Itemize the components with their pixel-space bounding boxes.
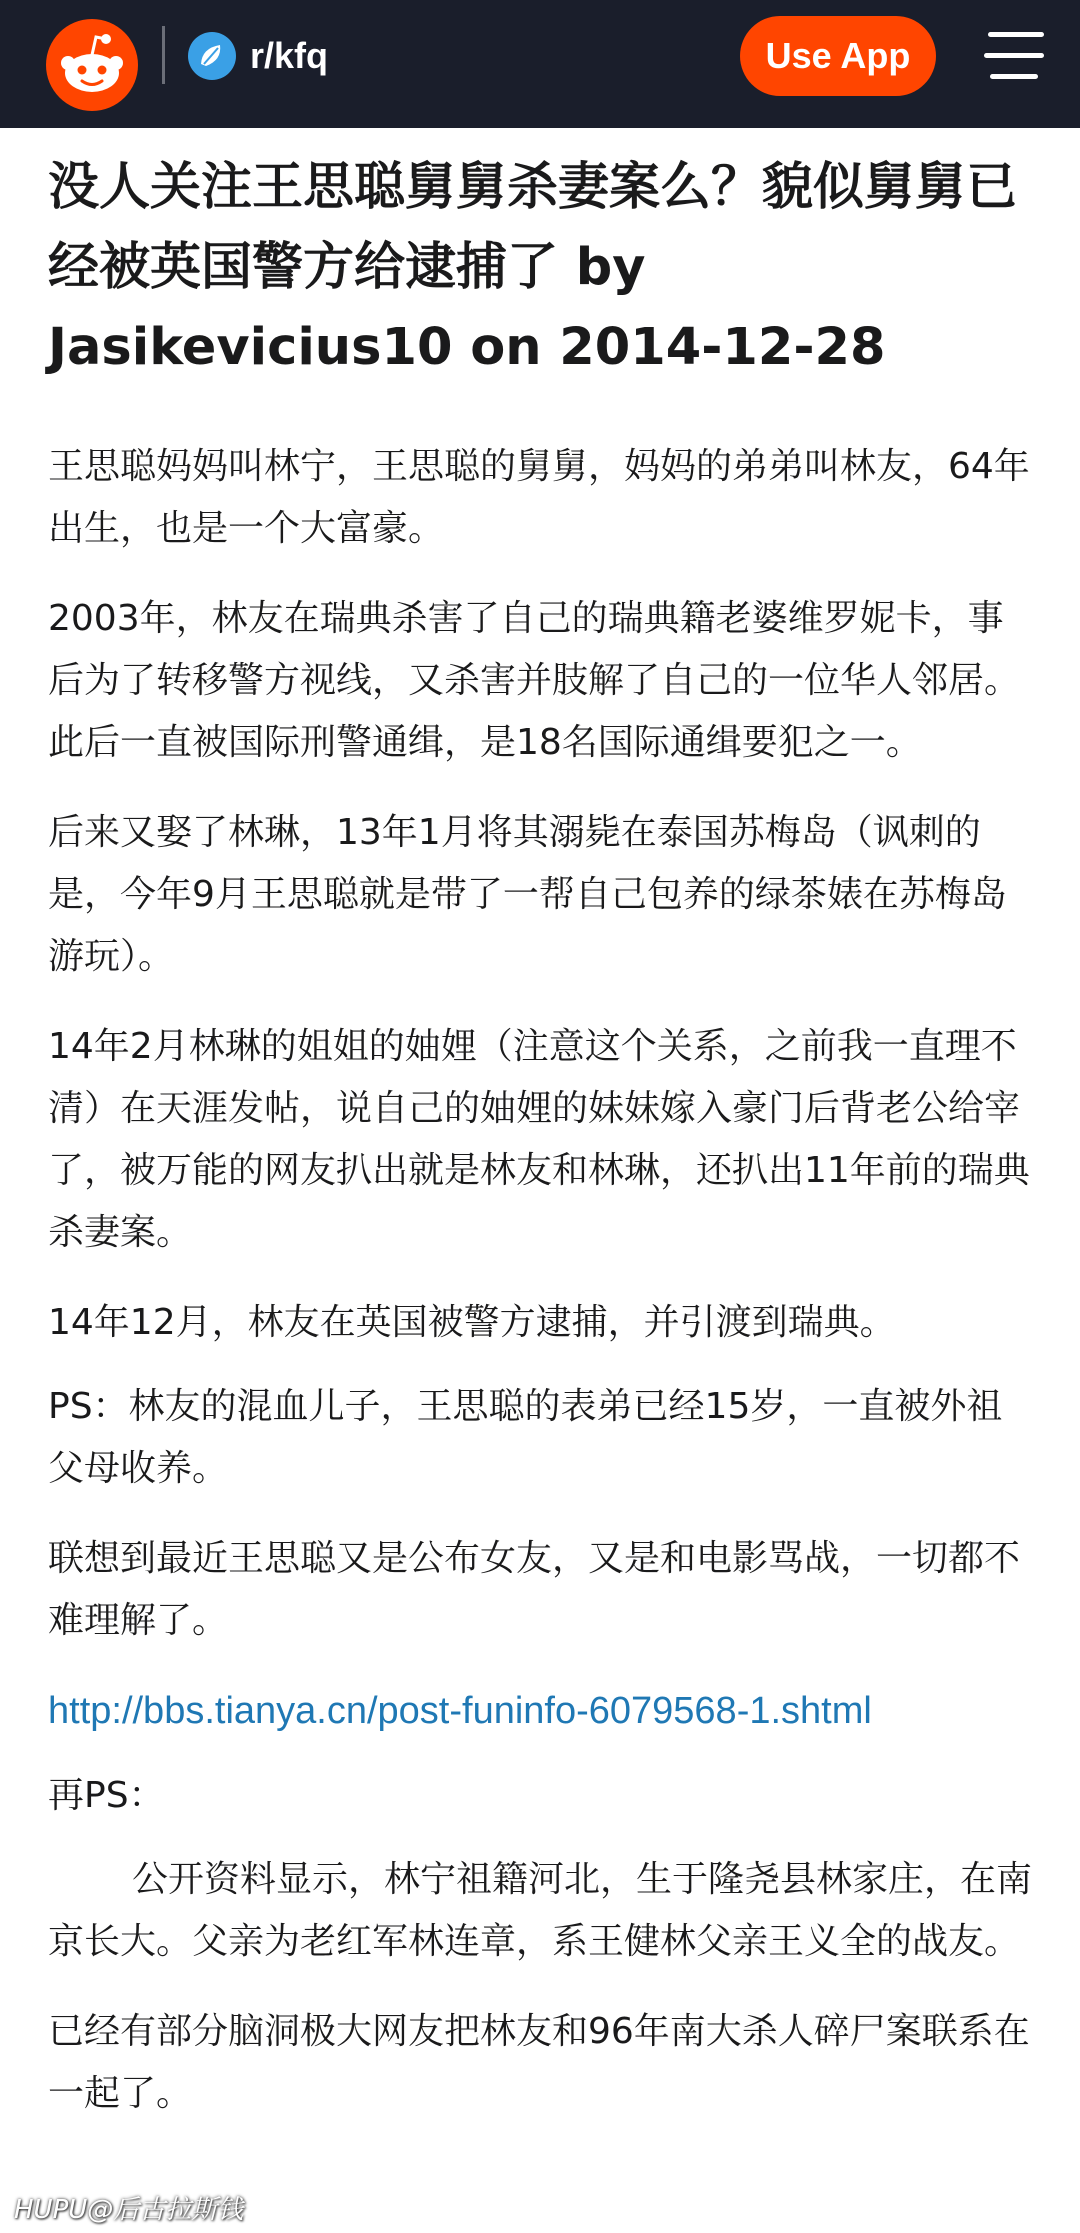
subreddit-icon[interactable] [188, 32, 236, 80]
tianya-link[interactable]: http://bbs.tianya.cn/post-funinfo-6079568-1.shtml [48, 1690, 872, 1732]
reddit-logo-icon[interactable] [46, 19, 138, 111]
header-divider [162, 26, 165, 84]
post-paragraph: 14年12月，林友在英国被警方逮捕，并引渡到瑞典。 [48, 1302, 896, 1343]
post-body [48, 436, 1038, 2153]
post-paragraph: 公开资料显示，林宁祖籍河北，生于隆尧县林家庄，在南京长大。父亲为老红军林连章，系王健林父亲王义全的战友。 [48, 1859, 1033, 1962]
post-paragraph: 联想到最近王思聪又是公布女友，又是和电影骂战，一切都不难理解了。 [48, 1538, 1021, 1641]
hamburger-menu-icon[interactable] [984, 30, 1044, 82]
subreddit-name[interactable]: r/kfq [250, 35, 329, 76]
link-paragraph [48, 1680, 1038, 1743]
ps2-label: 再PS： [48, 1775, 165, 1816]
post-paragraph: 后来又娶了林琳，13年1月将其溺毙在泰国苏梅岛（讽刺的是，今年9月王思聪就是带了一帮自己包养的绿茶婊在苏梅岛游玩）。 [48, 812, 1007, 977]
post-paragraph: 已经有部分脑洞极大网友把林友和96年南大杀人碎尸案联系在一起了。 [48, 2011, 1030, 2114]
post-title: 没人关注王思聪舅舅杀妻案么？貌似舅舅已经被英国警方给逮捕了 by Jasikevicius10 on 2014-12-28 [48, 158, 1018, 377]
post-paragraph: 2003年，林友在瑞典杀害了自己的瑞典籍老婆维罗妮卡，事后为了转移警方视线，又杀害并肢解了自己的一位华人邻居。此后一直被国际刑警通缉，是18名国际通缉要犯之一。 [48, 598, 1021, 763]
post-paragraph: PS：林友的混血儿子，王思聪的表弟已经15岁，一直被外祖父母收养。 [48, 1386, 1003, 1489]
use-app-button[interactable]: Use App [740, 16, 936, 96]
post-paragraph: 王思聪妈妈叫林宁，王思聪的舅舅，妈妈的弟弟叫林友，64年出生，也是一个大富豪。 [48, 446, 1030, 549]
top-bar [0, 0, 1080, 128]
post-paragraph: 14年2月林琳的姐姐的妯娌（注意这个关系，之前我一直理不清）在天涯发帖，说自己的妯娌的妹妹嫁入豪门后背老公给宰了，被万能的网友扒出就是林友和林琳，还扒出11年前的瑞典杀妻案。 [48, 1026, 1030, 1253]
watermark: HUPU@后古拉斯钱 [14, 2195, 244, 2225]
